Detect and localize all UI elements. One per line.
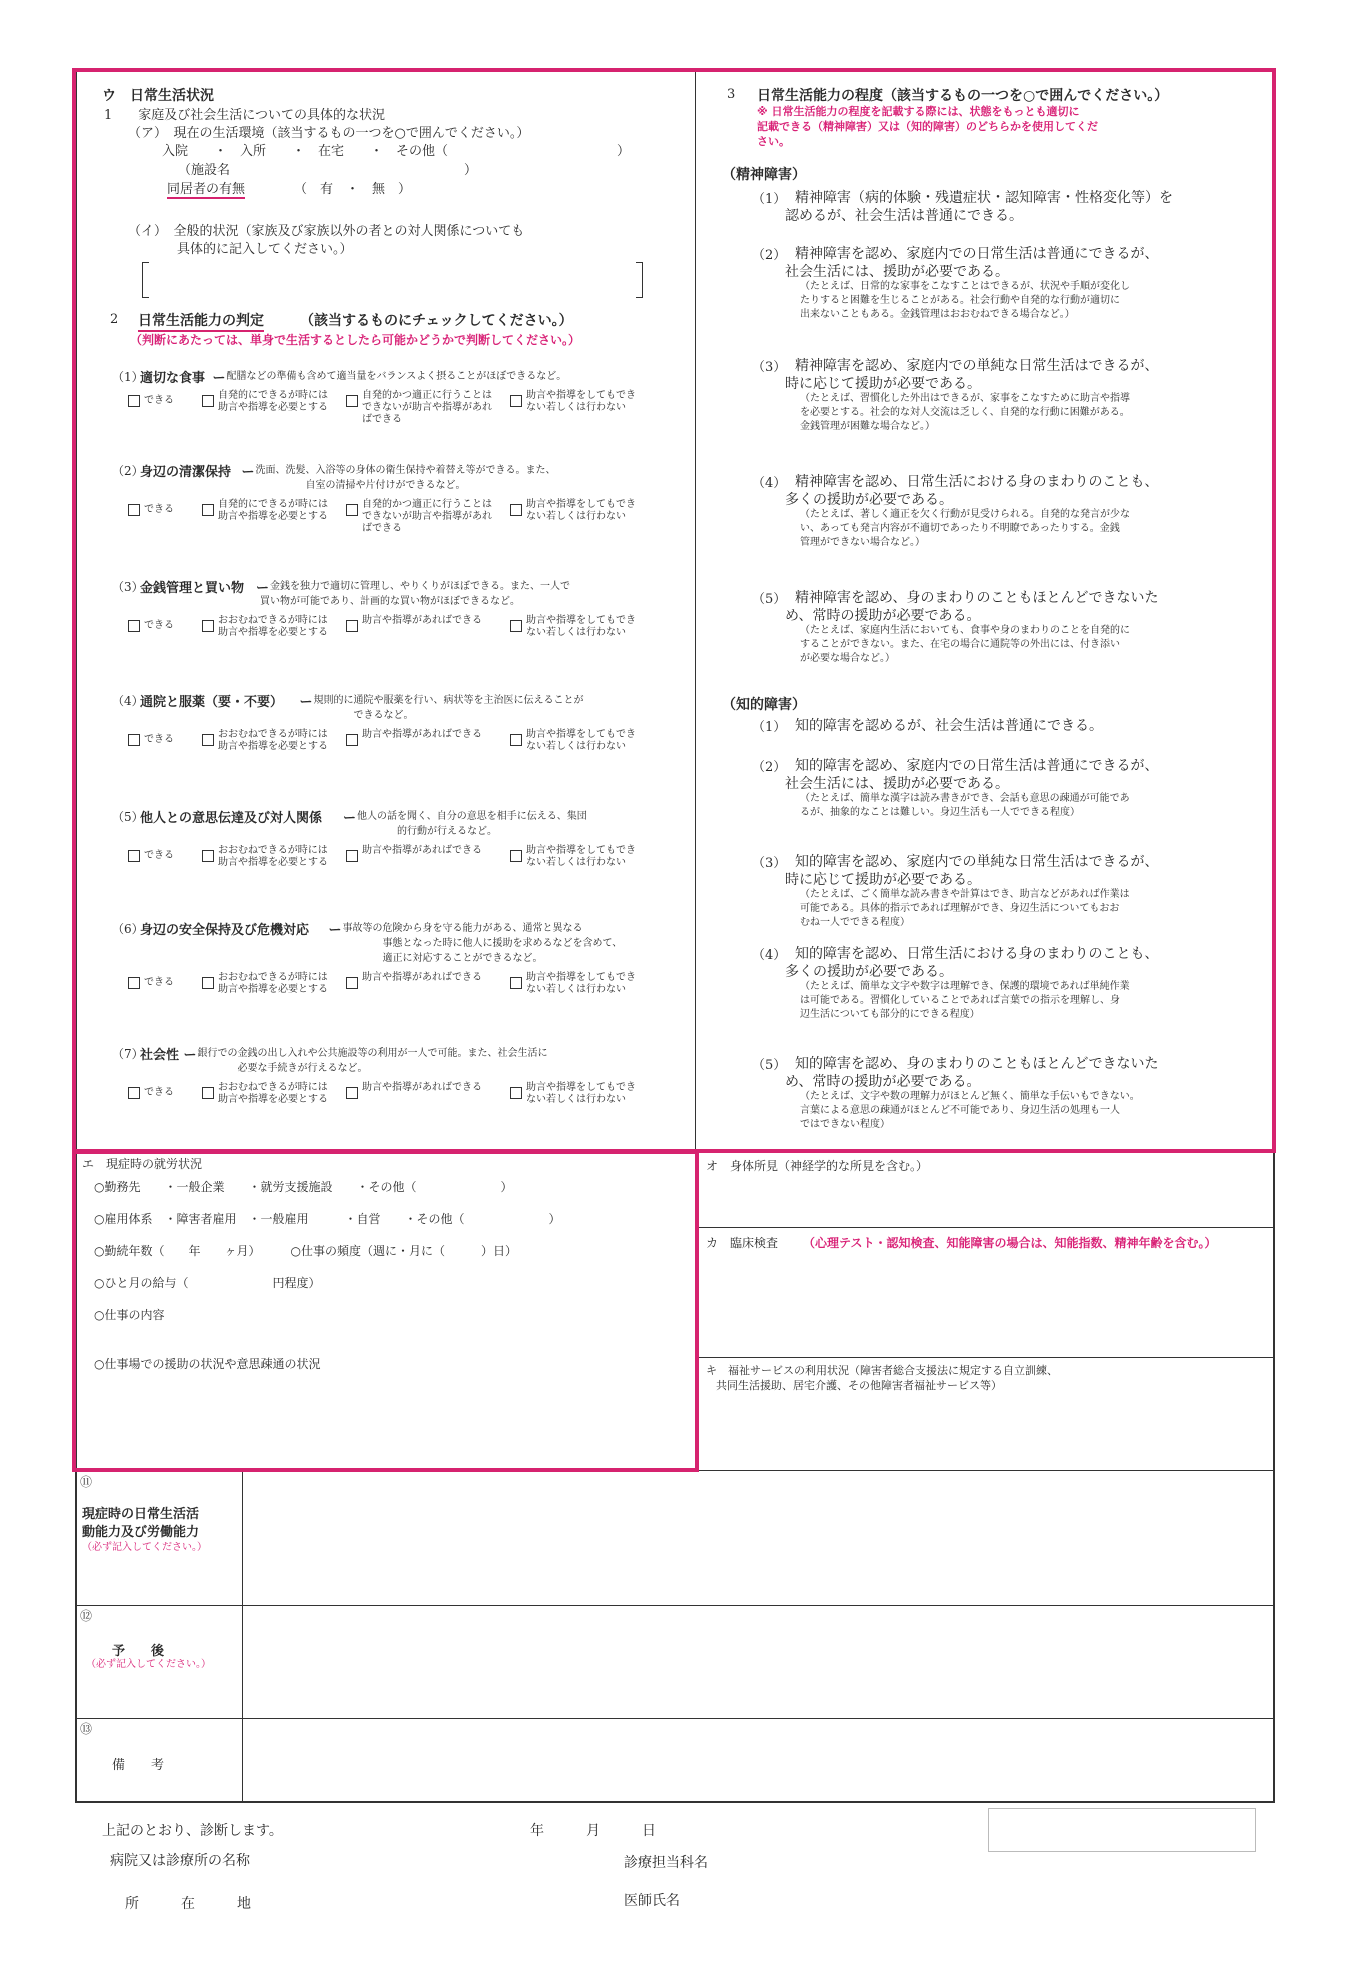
item-title: 身辺の安全保持及び危機対応 [140,923,310,938]
checkbox[interactable] [202,395,214,407]
right-sep-1 [695,1227,1275,1228]
box11-l2: 動能力及び労働能力 [82,1525,200,1540]
facility-name: （施設名 ） [178,163,478,178]
stamp-box [988,1808,1256,1852]
cohab-values: （ 有 ・ 無 ） [294,182,412,197]
item-num: （1） [112,370,144,384]
checkbox[interactable] [510,977,522,989]
check-option[interactable] [346,499,496,535]
item-desc-2: 的行動が行えるなど。 [397,826,497,837]
checkbox[interactable] [128,1087,140,1099]
item-dash: ー [343,811,357,826]
check-option-label: できる [144,395,174,406]
level-num: （4） [752,476,787,491]
item-title: 適切な食事 [140,371,206,386]
check-option[interactable] [128,729,190,746]
item-title: 社会性 [140,1048,180,1063]
item-desc: 他人の話を聞く、自分の意思を相手に伝える、集団 [357,811,587,822]
check-option-label: 助言や指導をしてもできない若しくは行わない [526,845,636,868]
box13-num: ⑬ [80,1722,93,1736]
item-num: （5） [112,810,144,824]
level-num: （5） [752,1058,787,1073]
level-example: むね一人でできる程度） [800,917,910,928]
box12-l1: 予 後 [112,1644,165,1659]
check-option-label: 助言や指導があればできる [362,729,482,740]
bracket-left [142,262,149,298]
item-dash: ー [256,581,270,596]
level-line-1: 知的障害を認め、身のまわりのこともほとんどできないた [795,1056,1159,1072]
level-example: （たとえば、簡単な漢字は読み書きができ、会話も意思の疎通が可能であ [800,793,1130,804]
check-option-label: 助言や指導をしてもできない若しくは行わない [526,390,636,413]
item-desc-2: 必要な手続きが行えるなど。 [237,1063,368,1074]
check-option[interactable] [510,972,640,996]
row-sep-12 [75,1605,1275,1606]
check-option-label: 助言や指導があればできる [362,615,482,626]
item-num: （6） [112,922,144,936]
work-r6: ○仕事場での援助の状況や意思疎通の状況 [94,1357,321,1371]
check-option-label: おおむねできるが時には助言や指導を必要とする [218,1082,328,1105]
intel-title: （知的障害） [722,697,806,713]
level-line-1: 精神障害を認め、身のまわりのこともほとんどできないた [795,590,1159,606]
level-line-1: 知的障害を認めるが、社会生活は普通にできる。 [795,718,1103,734]
check-option[interactable] [202,845,332,869]
checkbox[interactable] [346,734,358,746]
item-dash: ー [328,923,342,938]
item-desc-3: 適正に対応することができるなど。 [382,953,543,964]
work-r5: ○仕事の内容 [94,1308,165,1322]
level-example: （たとえば、著しく適正を欠く行動が見受けられる。自発的な発言が少な [800,509,1130,520]
checkbox[interactable] [346,850,358,862]
daily-heading: ウ 日常生活状況 [102,88,214,104]
check-option-label: 助言や指導があればできる [362,972,482,983]
item-dash: ー [241,465,255,480]
checkbox[interactable] [128,504,140,516]
s2-note: （判断にあたっては、単身で生活するとしたら可能かどうかで判断してください。） [130,333,581,347]
checkbox[interactable] [128,620,140,632]
level-example: 可能である。具体的指示であれば理解ができ、身辺生活についてもおお [800,903,1120,914]
check-option[interactable] [346,972,496,984]
level-line-1: 精神障害（病的体験・残遺症状・認知障害・性格変化等）を [795,190,1173,206]
check-option[interactable] [346,615,496,627]
check-option[interactable] [128,499,190,516]
checkbox[interactable] [202,504,214,516]
box11-l1: 現症時の日常生活活 [82,1507,200,1522]
item-desc: 事故等の危険から身を守る能力がある、通常と異なる [342,923,583,934]
check-option-label: おおむねできるが時には助言や指導を必要とする [218,845,328,868]
check-option-label: できる [144,620,174,631]
checkbox[interactable] [128,850,140,862]
ability-num: 3 [727,87,736,102]
welfare-l2: 共同生活援助、居宅介護、その他障害者福祉サービス等） [716,1379,1002,1392]
checkbox[interactable] [202,977,214,989]
item-title: 他人との意思伝達及び対人関係 [140,811,323,826]
check-option[interactable] [510,390,640,414]
item-dash: ー [212,371,226,386]
physical-label: オ 身体所見（神経学的な所見を含む。） [706,1159,929,1173]
s2-title: 日常生活能力の判定 [138,310,264,332]
check-option[interactable] [202,499,332,523]
check-option-label: 助言や指導があればできる [362,1082,482,1093]
level-example: （たとえば、文字や数の理解力がほとんど無く、簡単な手伝いもできない。 [800,1091,1140,1102]
daily-s1i: （イ） 全般的状況（家族及び家族以外の者との対人関係についても [128,224,525,239]
level-line-2: 社会生活には、援助が必要である。 [785,776,1009,792]
check-option-label: できる [144,734,174,745]
checkbox[interactable] [128,977,140,989]
check-option[interactable] [510,1082,640,1106]
daily-s1i-2: 具体的に記入してください。） [177,242,353,257]
check-option-label: 自発的かつ適正に行うことはできないが助言や指導があればできる [362,390,492,425]
daily-s1: 1 家庭及び社会生活についての具体的な状況 [104,108,386,123]
level-line-2: 時に応じて援助が必要である。 [785,872,981,888]
box12-num: ⑫ [80,1609,93,1623]
level-example: 金銭管理が困難な場合など。） [800,421,935,432]
check-option-label: 助言や指導をしてもできない若しくは行わない [526,615,636,638]
checkbox[interactable] [128,395,140,407]
item-num: （7） [112,1047,144,1061]
check-option-label: おおむねできるが時には助言や指導を必要とする [218,615,328,638]
check-option-label: 助言や指導をしてもできない若しくは行わない [526,729,636,752]
checkbox[interactable] [346,504,358,516]
s2-rest: （該当するものにチェックしてください。） [300,313,573,329]
level-example: い、あっても発言内容が不適切であったり不明瞭であったりする。金銭 [800,523,1120,534]
level-line-2: 多くの援助が必要である。 [785,964,953,980]
level-example: が必要な場合など。） [800,653,895,664]
item-desc: 配膳などの準備も含めて適当量をバランスよく摂ることがほぼできるなど。 [226,371,567,382]
level-line-1: 知的障害を認め、日常生活における身のまわりのことも、 [795,946,1159,962]
level-example: は可能である。習慣化していることであれば言葉での指示を理解し、身 [800,995,1120,1006]
right-sep-2 [695,1357,1275,1358]
item-num: （3） [112,580,144,594]
level-example: を必要とする。社会的な対人交流は乏しく、自発的な行動に困難がある。 [800,407,1130,418]
check-option[interactable] [202,1082,332,1106]
footer-date: 年 月 日 [530,1823,656,1839]
check-option[interactable] [346,390,496,426]
level-example: るが、抽象的なことは難しい。身辺生活も一人でできる程度） [800,807,1080,818]
mental-title: （精神障害） [722,167,806,183]
frame-bottom [75,1801,1275,1803]
checkbox[interactable] [510,734,522,746]
checkbox[interactable] [510,504,522,516]
check-option-label: 自発的にできるが時には助言や指導を必要とする [218,390,328,413]
check-option[interactable] [128,615,190,632]
check-option[interactable] [128,972,190,989]
item-title: 身辺の清潔保持 [140,465,232,480]
check-option-label: 助言や指導をしてもできない若しくは行わない [526,972,636,995]
check-option-label: 自発的かつ適正に行うことはできないが助言や指導があればできる [362,499,492,534]
work-r1: ○勤務先 ・一般企業 ・就労支援施設 ・その他（ ） [94,1180,513,1194]
checkbox[interactable] [346,620,358,632]
ability-note-2: 記載できる（精神障害）又は（知的障害）のどちらかを使用してくだ [757,120,1098,133]
item-dash: ー [183,1048,197,1063]
checkbox[interactable] [346,395,358,407]
check-option-label: できる [144,977,174,988]
check-option-label: できる [144,850,174,861]
level-line-1: 精神障害を認め、家庭内での単純な日常生活はできるが、 [795,358,1159,374]
check-option[interactable] [202,972,332,996]
level-num: （1） [752,192,787,207]
checkbox[interactable] [128,734,140,746]
level-line-2: 社会生活には、援助が必要である。 [785,264,1009,280]
daily-s1a: （ア） 現在の生活環境（該当するもの一つを○で囲んでください。） [128,126,530,141]
welfare-l1: キ 福祉サービスの利用状況（障害者総合支援法に規定する自立訓練、 [706,1364,1058,1377]
item-desc: 銀行での金銭の出し入れや公共施設等の利用が一人で可能。また、社会生活に [197,1048,548,1059]
work-r2: ○雇用体系 ・障害者雇用 ・一般雇用 ・自営 ・その他（ ） [94,1212,561,1226]
cohab-label: 同居者の有無 [167,178,245,199]
s2-num: 2 [110,312,119,327]
check-option-label: 助言や指導をしてもできない若しくは行わない [526,499,636,522]
checkbox[interactable] [346,1087,358,1099]
level-line-2: 時に応じて援助が必要である。 [785,376,981,392]
item-num: （2） [112,464,144,478]
item-desc: 規則的に通院や服薬を行い、病状等を主治医に伝えることが [313,695,584,706]
level-example: 辺生活についても部分的にできる程度） [800,1009,980,1020]
item-desc: 金銭を独力で適切に管理し、やりくりがほぼできる。また、一人で [270,581,570,592]
check-option[interactable] [128,1082,190,1099]
level-line-1: 知的障害を認め、家庭内での単純な日常生活はできるが、 [795,854,1159,870]
check-option[interactable] [202,615,332,639]
level-example: （たとえば、日常的な家事をこなすことはできるが、状況や手順が変化し [800,281,1130,292]
level-line-1: 知的障害を認め、家庭内での日常生活は普通にできるが、 [795,758,1159,774]
check-option[interactable] [346,845,496,857]
item-desc-2: 事態となった時に他人に援助を求めるなどを含めて、 [382,938,623,949]
level-line-2: め、常時の援助が必要である。 [785,1074,981,1090]
level-example: （たとえば、家庭内生活においても、食事や身のまわりのことを自発的に [800,625,1130,636]
item-desc-2: 自室の清掃や片付けができるなど。 [305,480,466,491]
level-example: 言葉による意思の疎通がほとんど不可能であり、身辺生活の処理も一人 [800,1105,1120,1116]
item-title: 金銭管理と買い物 [140,581,245,596]
item-desc-2: できるなど。 [353,710,414,721]
level-line-1: 精神障害を認め、日常生活における身のまわりのことも、 [795,474,1159,490]
check-option-label: できる [144,504,174,515]
work-r4: ○ひと月の給与（ 円程度） [94,1276,321,1290]
check-option[interactable] [202,729,332,753]
footer-address: 所 在 地 [125,1896,251,1912]
level-example: ではできない程度） [800,1119,890,1130]
work-r3: ○勤続年数（ 年 ヶ月） ○仕事の頻度（週に・月に（ ）日） [94,1244,517,1258]
level-num: （3） [752,856,787,871]
checkbox[interactable] [346,977,358,989]
level-num: （2） [752,248,787,263]
check-option[interactable] [346,729,496,741]
checkbox[interactable] [202,734,214,746]
checkbox[interactable] [510,1087,522,1099]
level-line-2: 多くの援助が必要である。 [785,492,953,508]
ability-note-3: さい。 [757,135,790,148]
box12-note: （必ず記入してください。） [86,1659,211,1670]
check-option[interactable] [128,390,190,407]
check-option-label: おおむねできるが時には助言や指導を必要とする [218,972,328,995]
level-example: することができない。また、在宅の場合に通院等の外出には、付き添い [800,639,1120,650]
work-heading: エ 現症時の就労状況 [82,1157,203,1171]
footer-diag: 上記のとおり、診断します。 [102,1823,283,1839]
highlight-work-section [72,1150,699,1472]
checkbox[interactable] [202,620,214,632]
bracket-right [636,262,643,298]
check-option-label: 助言や指導があればできる [362,845,482,856]
level-example: （たとえば、簡単な文字や数字は理解でき、保護的環境であれば単純作業 [800,981,1130,992]
ability-heading: 日常生活能力の程度（該当するもの一つを○で囲んでください。） [757,88,1169,104]
check-option[interactable] [510,615,640,639]
footer-hospital: 病院又は診療所の名称 [110,1853,250,1869]
level-num: （5） [752,592,787,607]
checkbox[interactable] [510,850,522,862]
footer-doctor: 医師氏名 [624,1893,680,1909]
item-title: 通院と服薬（要・不要） [140,695,284,710]
checkbox[interactable] [510,620,522,632]
footer-dept: 診療担当科名 [624,1855,708,1871]
item-desc: 洗面、洗髪、入浴等の身体の衛生保持や着替え等ができる。また、 [255,465,556,476]
clinical-label: カ 臨床検査 [706,1236,779,1250]
row-sep-13 [75,1718,1275,1719]
ability-note-1: ※ 日常生活能力の程度を記載する際には、状態をもっとも適切に [757,105,1080,118]
level-num: （1） [752,720,787,735]
level-line-2: め、常時の援助が必要である。 [785,608,981,624]
label-col-divider [242,1470,243,1802]
check-option[interactable] [510,729,640,753]
level-example: たりすると困難を生じることがある。社会行動や自発的な行動が適切に [800,295,1120,306]
level-num: （3） [752,360,787,375]
env-options: 入院 ・ 入所 ・ 在宅 ・ その他（ ） [162,144,631,159]
level-example: 管理ができない場合など。） [800,537,925,548]
item-desc-2: 買い物が可能であり、計画的な買い物がほぼできるなど。 [260,596,520,607]
box11-num: ⑪ [80,1475,93,1489]
checkbox[interactable] [202,850,214,862]
clinical-note: （心理テスト・認知検査、知能障害の場合は、知能指数、精神年齢を含む。） [803,1236,1217,1250]
check-option[interactable] [202,390,332,414]
level-num: （4） [752,948,787,963]
item-num: （4） [112,694,144,708]
check-option-label: 自発的にできるが時には助言や指導を必要とする [218,499,328,522]
check-option[interactable] [128,845,190,862]
item-dash: ー [299,695,313,710]
level-example: （たとえば、ごく簡単な読み書きや計算はでき、助言などがあれば作業は [800,889,1130,900]
check-option-label: おおむねできるが時には助言や指導を必要とする [218,729,328,752]
check-option[interactable] [510,845,640,869]
checkbox[interactable] [202,1087,214,1099]
check-option-label: 助言や指導をしてもできない若しくは行わない [526,1082,636,1105]
checkbox[interactable] [510,395,522,407]
level-num: （2） [752,760,787,775]
check-option-label: できる [144,1087,174,1098]
level-example: 出来ないこともある。金銭管理はおおむねできる場合など。） [800,309,1075,320]
check-option[interactable] [346,1082,496,1094]
box13-l1: 備 考 [112,1758,165,1773]
check-option[interactable] [510,499,640,523]
box11-note: （必ず記入してください。） [82,1542,207,1553]
level-line-1: 精神障害を認め、家庭内での日常生活は普通にできるが、 [795,246,1159,262]
level-example: （たとえば、習慣化した外出はできるが、家事をこなすために助言や指導 [800,393,1130,404]
level-line-2: 認めるが、社会生活は普通にできる。 [785,208,1023,224]
